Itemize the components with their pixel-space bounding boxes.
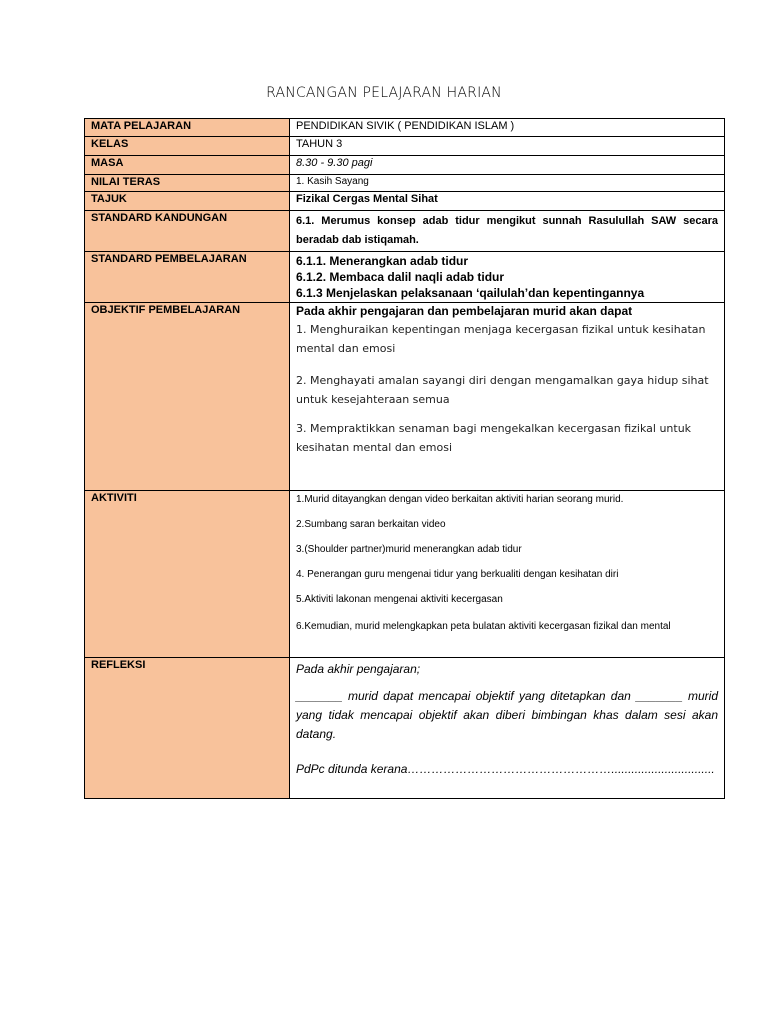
aktiviti-item: 4. Penerangan guru mengenai tidur yang berkualiti dengan kesihatan diri bbox=[296, 569, 619, 580]
label-kelas: KELAS bbox=[85, 137, 290, 156]
row-aktiviti bbox=[85, 491, 725, 658]
row-refleksi bbox=[85, 658, 725, 799]
label-standard-kandungan: STANDARD KANDUNGAN bbox=[85, 211, 290, 252]
aktiviti-item: 3.(Shoulder partner)murid menerangkan adab tidur bbox=[296, 544, 522, 555]
label-aktiviti: AKTIVITI bbox=[85, 491, 290, 658]
row-mata-pelajaran bbox=[85, 119, 725, 137]
value-refleksi bbox=[290, 658, 725, 799]
label-refleksi: REFLEKSI bbox=[85, 658, 290, 799]
standard-pembelajaran-item: 6.1.2. Membaca dalil naqli adab tidur bbox=[296, 270, 505, 284]
row-nilai-teras bbox=[85, 175, 725, 192]
label-objektif: OBJEKTIF PEMBELAJARAN bbox=[85, 303, 290, 491]
label-tajuk: TAJUK bbox=[85, 192, 290, 211]
aktiviti-item: 2.Sumbang saran berkaitan video bbox=[296, 519, 446, 530]
value-mata-pelajaran: PENDIDIKAN SIVIK ( PENDIDIKAN ISLAM ) bbox=[290, 119, 725, 137]
refleksi-line: _______ murid dapat mencapai objektif yang ditetapkan dan _______ murid yang tidak mencapai objektif akan diberi bimbingan khas dalam sesi akan datang. bbox=[296, 689, 718, 741]
objektif-item: 2. Menghayati amalan sayangi diri dengan mengamalkan gaya hidup sihat untuk kesejahteraan semua bbox=[296, 374, 709, 406]
objektif-intro: Pada akhir pengajaran dan pembelajaran murid akan dapat bbox=[296, 304, 633, 318]
value-standard-pembelajaran bbox=[290, 252, 725, 303]
value-kelas: TAHUN 3 bbox=[290, 137, 725, 156]
label-standard-pembelajaran: STANDARD PEMBELAJARAN bbox=[85, 252, 290, 303]
refleksi-line: PdPc ditunda kerana……………………………………………............................... bbox=[296, 762, 715, 776]
document-title: RANCANGAN PELAJARAN HARIAN bbox=[266, 85, 502, 101]
label-nilai-teras: NILAI TERAS bbox=[85, 175, 290, 192]
value-nilai-teras: 1. Kasih Sayang bbox=[290, 175, 725, 192]
aktiviti-item: 6.Kemudian, murid melengkapkan peta bulatan aktiviti kecergasan fizikal dan mental bbox=[296, 621, 671, 632]
value-tajuk: Fizikal Cergas Mental Sihat bbox=[290, 192, 725, 211]
value-standard-kandungan: 6.1. Merumus konsep adab tidur mengikut sunnah Rasulullah SAW secara beradab dab istiqamah. bbox=[290, 211, 725, 252]
label-masa: MASA bbox=[85, 156, 290, 175]
aktiviti-item: 1.Murid ditayangkan dengan video berkaitan aktiviti harian seorang murid. bbox=[296, 494, 624, 505]
value-masa: 8.30 - 9.30 pagi bbox=[290, 156, 725, 175]
row-tajuk bbox=[85, 192, 725, 211]
row-kelas bbox=[85, 137, 725, 156]
row-masa bbox=[85, 156, 725, 175]
objektif-item: 1. Menghuraikan kepentingan menjaga kecergasan fizikal untuk kesihatan mental dan emosi bbox=[296, 323, 706, 355]
aktiviti-item: 5.Aktiviti lakonan mengenai aktiviti kecergasan bbox=[296, 594, 503, 605]
standard-pembelajaran-item: 6.1.3 Menjelaskan pelaksanaan ‘qailulah’dan kepentingannya bbox=[296, 286, 645, 300]
row-standard-kandungan bbox=[85, 211, 725, 252]
value-aktiviti bbox=[290, 491, 725, 658]
refleksi-line: Pada akhir pengajaran; bbox=[296, 662, 421, 676]
standard-pembelajaran-item: 6.1.1. Menerangkan adab tidur bbox=[296, 254, 469, 268]
objektif-item: 3. Mempraktikkan senaman bagi mengekalkan kecergasan fizikal untuk kesihatan mental dan emosi bbox=[296, 422, 692, 454]
row-objektif bbox=[85, 303, 725, 491]
lesson-plan-table bbox=[84, 118, 725, 799]
label-mata-pelajaran: MATA PELAJARAN bbox=[85, 119, 290, 137]
row-standard-pembelajaran bbox=[85, 252, 725, 303]
value-objektif bbox=[290, 303, 725, 491]
